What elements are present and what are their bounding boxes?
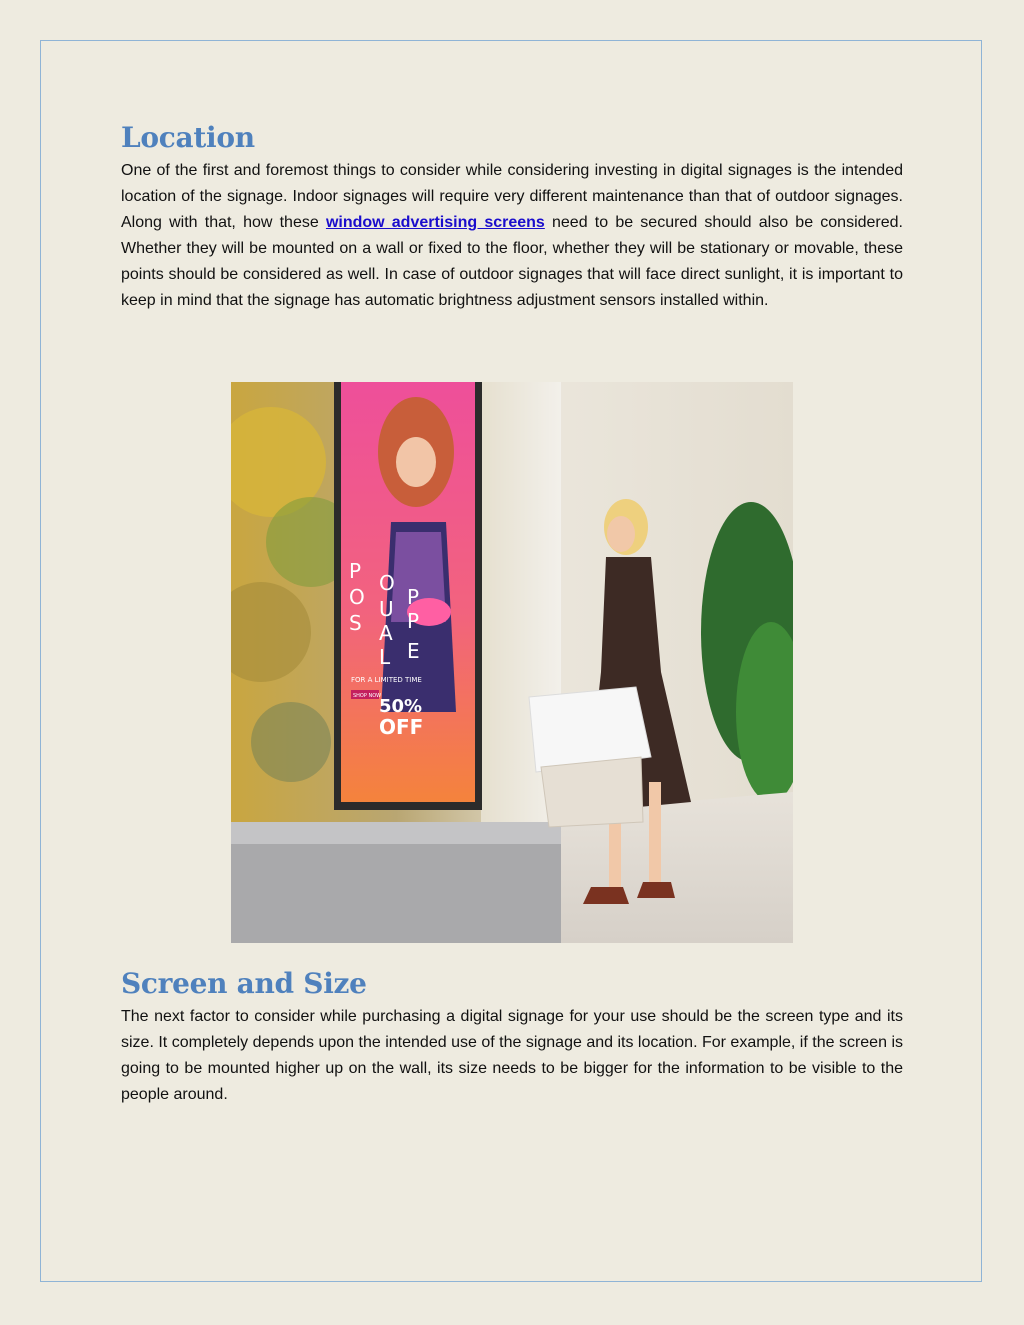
poster-letter: P: [349, 559, 362, 583]
poster-letter: O: [379, 571, 395, 595]
poster-letter: U: [379, 597, 394, 621]
screen-and-size-paragraph: The next factor to consider while purchasing a digital signage for your use should be the screen type and its size. It completely depends upon the intended use of the signage and its location. For example, if the screen is going to be mounted higher up on the wall, its size needs to be bigger for the information to be visible to the people around.: [121, 1008, 903, 1103]
location-text-after: need to be secured should also be considered. Whether they will be mounted on a wall or fixed to the floor, whether they will be stationary or movable, these points should be considered as well. In case of outdoor signages that will face direct sunlight, it is important to keep in mind that the signage has automatic brightness adjustment sensors installed within.: [121, 214, 903, 309]
poster-letter: L: [379, 645, 391, 669]
poster-letter: P: [407, 585, 420, 609]
window-advertising-screens-link[interactable]: window advertising screens: [325, 214, 545, 231]
poster-letter: P: [407, 609, 420, 633]
location-heading: Location: [121, 121, 255, 154]
poster-letter: E: [407, 639, 420, 663]
poster-discount-top: 50%: [379, 696, 423, 717]
poster-shop-now: SHOP NOW: [353, 693, 382, 699]
poster-letter: O: [349, 585, 365, 609]
poster-letter: A: [379, 621, 393, 645]
screen-and-size-section: [121, 964, 903, 1108]
location-text-before: One of the first and foremost things to consider while considering investing in digital signages is the intended location of the signage. Indoor signages will require very different maintenance than that of outdoor signages. Along with that, how these: [121, 162, 903, 231]
poster-discount-bottom: OFF: [379, 715, 424, 739]
storefront-signage-photo: [231, 382, 793, 943]
poster-letter: S: [349, 611, 362, 635]
screen-and-size-heading: Screen and Size: [121, 967, 367, 1000]
location-section: [121, 118, 903, 314]
poster-tagline: FOR A LIMITED TIME: [351, 676, 422, 684]
location-paragraph: [121, 158, 903, 314]
